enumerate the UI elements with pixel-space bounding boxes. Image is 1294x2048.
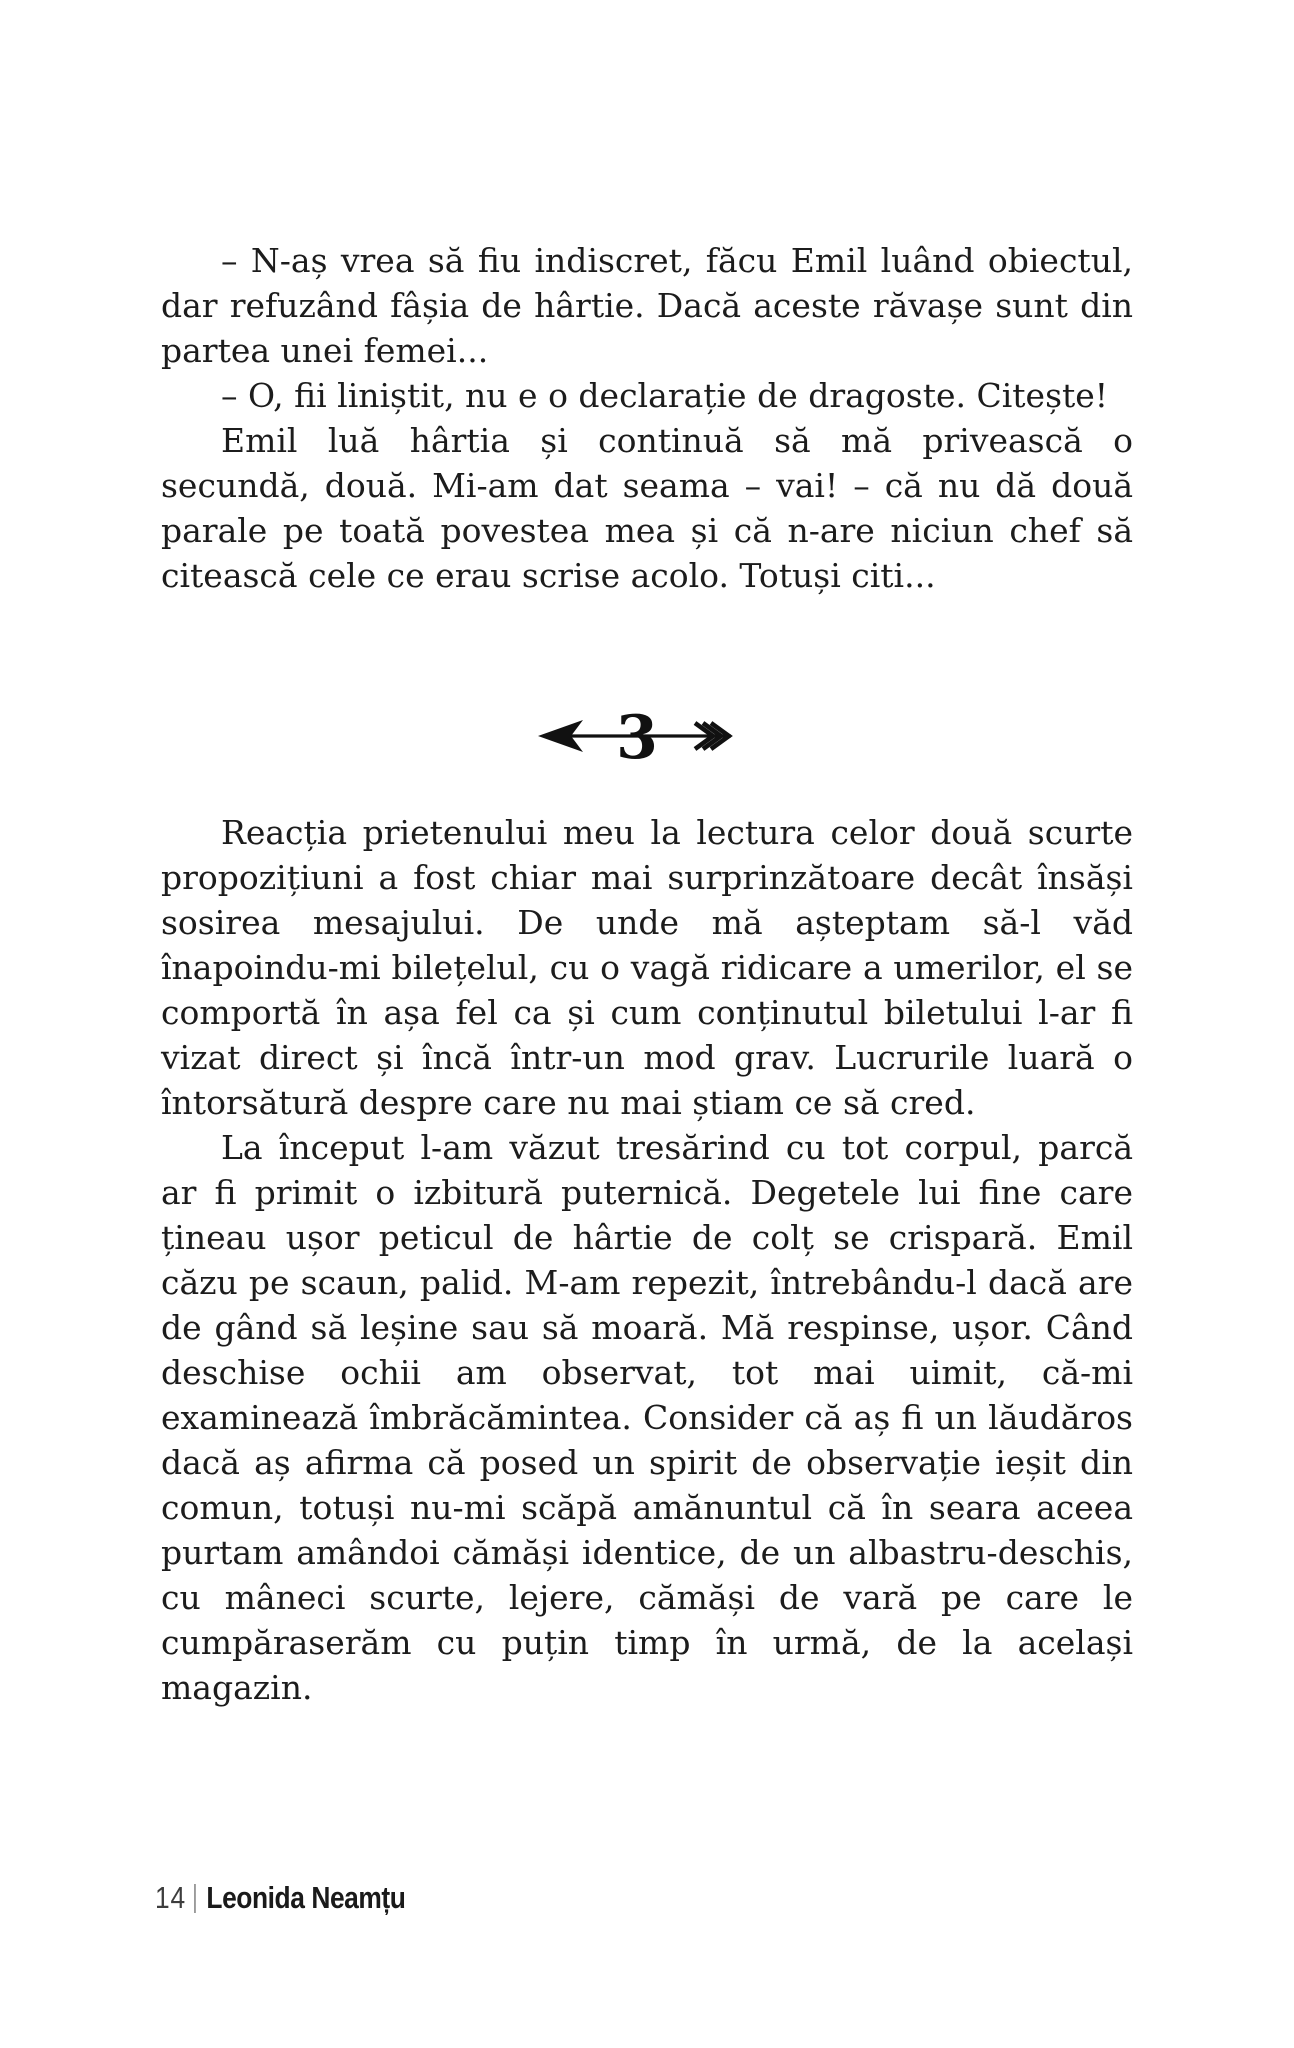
section-after-divider	[161, 810, 1133, 1710]
paragraph: – N-aș vrea să fiu indiscret, făcu Emil luând obiectul, dar refuzând fâșia de hârtie. Dacă aceste răvașe sunt din partea unei femei...	[161, 241, 1133, 370]
arrow-divider-icon	[537, 692, 737, 784]
page-footer	[155, 1880, 405, 1916]
paragraph: Emil luă hârtia și continuă să mă privească o secundă, două. Mi-am dat seama – vai! – că nu dă două parale pe toată povestea mea și că n-are niciun chef să citească cele ce erau scrise acolo. Totuși citi...	[161, 421, 1133, 595]
page-number: 14	[155, 1880, 187, 1915]
text-column	[161, 238, 1133, 1710]
paragraph: – O, fii liniștit, nu e o declarație de dragoste. Citește!	[221, 376, 1109, 415]
section-before-divider	[161, 238, 1133, 598]
footer-separator	[195, 1884, 197, 1913]
paragraph: Reacția prietenului meu la lectura celor două scurte propozițiuni a fost chiar mai surprinzătoare decât însăși sosirea mesajului. De unde mă așteptam să-l văd înapoindu-mi bilețelul, cu o vagă ridicare a umerilor, el se comportă în așa fel ca și cum conținutul biletului l-ar fi vizat direct și încă într-un mod grav. Lucrurile luară o întorsătură despre care nu mai știam ce să cred.	[161, 813, 1133, 1122]
chapter-number: 3	[616, 703, 658, 773]
running-author: Leonida Neamțu	[206, 1880, 406, 1915]
chapter-divider	[537, 692, 737, 784]
paragraph: La început l-am văzut tresărind cu tot corpul, parcă ar fi primit o izbitură puternică. Degetele lui fine care țineau ușor peticul de hârtie de colț se crispară. Emil căzu pe scaun, palid. M-am repezit, întrebându-l dacă are de gând să leșine sau să moară. Mă respinse, ușor. Când deschise ochii am observat, tot mai uimit, că-mi examinează îmbrăcămintea. Consider că aș fi un lăudăros dacă aș afirma că posed un spirit de observație ieșit din comun, totuși nu-mi scăpă amănuntul că în seara aceea purtam amândoi cămăși identice, de un albastru-deschis, cu mâneci scurte, lejere, cămăși de vară pe care le cumpăraserăm cu puțin timp în urmă, de la același magazin.	[161, 1128, 1133, 1707]
